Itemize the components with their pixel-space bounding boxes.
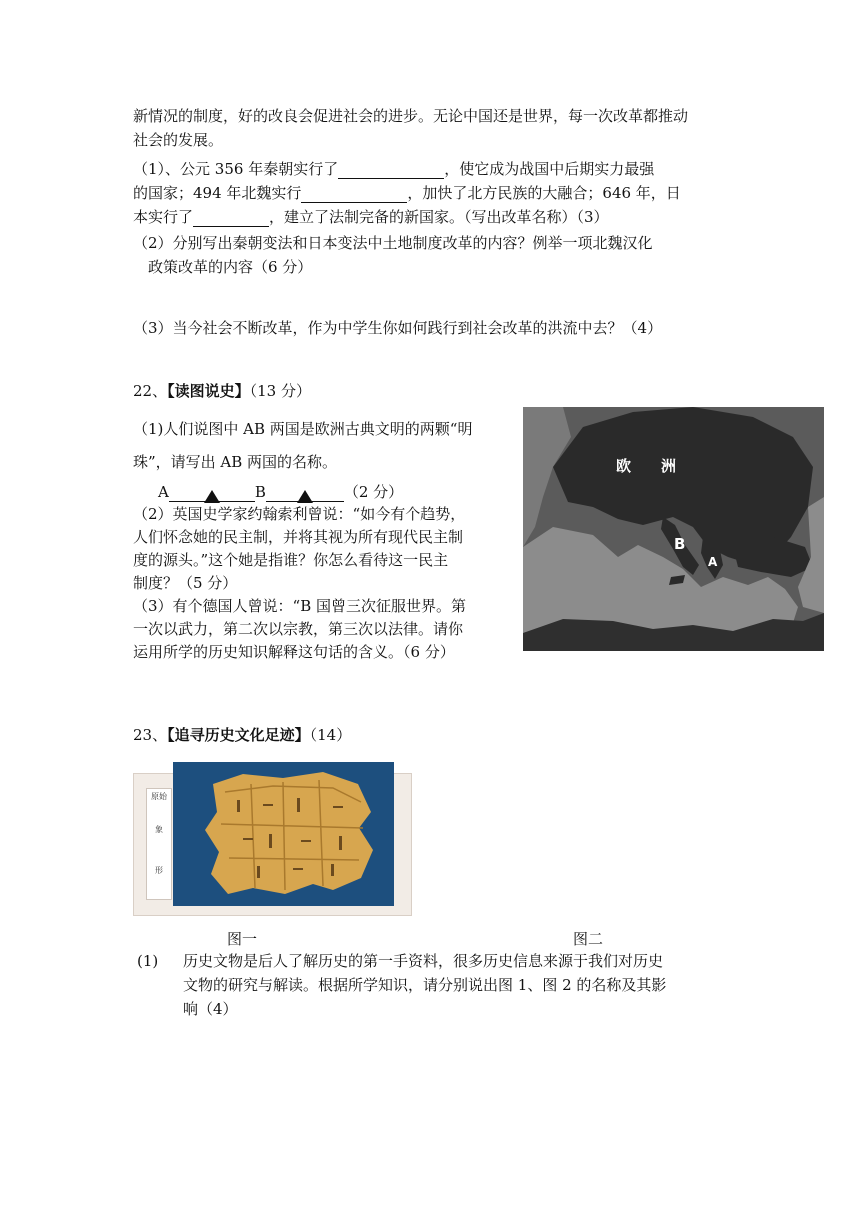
- oracle-bone-shell: [173, 762, 394, 906]
- frame-label-bottom: 形: [155, 866, 163, 875]
- q22-p3-line-3: 运用所学的历史知识解释这句话的含义。（6 分）: [133, 643, 455, 661]
- q21-p1-text-e: 本实行了: [133, 208, 194, 226]
- europe-map-image: [523, 407, 824, 651]
- answer-blank-3[interactable]: [193, 210, 269, 227]
- map-land-shapes: [523, 407, 824, 651]
- q21-p1-line-2: [133, 183, 681, 203]
- q23-heading: [133, 725, 351, 745]
- map-label-europe: 欧 洲: [616, 457, 677, 475]
- q21-p1-text-d: ，加快了北方民族的大融合；646 年，日: [407, 184, 681, 202]
- answer-label-b: B: [254, 483, 266, 501]
- q22-heading: [133, 381, 311, 401]
- q22-p1-score: （2 分）: [343, 483, 404, 501]
- q21-p1-text-a: （1）、公元 356 年秦朝实行了: [133, 160, 339, 178]
- answer-blank-1[interactable]: [338, 162, 444, 179]
- q21-p2-line-2: 政策改革的内容（6 分）: [148, 258, 313, 276]
- q22-p2-line-2: 人们怀念她的民主制，并将其视为所有现代民主制: [133, 528, 464, 546]
- q22-title: 【读图说史】: [167, 382, 250, 400]
- answer-blank-2[interactable]: [301, 186, 407, 203]
- q23-p1-line-3: 响（4）: [183, 1000, 238, 1018]
- q22-p1-line-1: （1)人们说图中 AB 两国是欧洲古典文明的两颗“明: [133, 420, 473, 438]
- q22-p1-answer-line: [158, 482, 403, 502]
- figure-two-caption: 图二: [573, 930, 604, 948]
- q22-p2-line-4: 制度？（5 分）: [133, 574, 238, 592]
- map-label-a: A: [708, 555, 718, 569]
- q22-p3-line-1: （3）有个德国人曾说：“B 国曾三次征服世界。第: [133, 597, 467, 615]
- q22-p1-line-2: 珠”，请写出 AB 两国的名称。: [133, 453, 338, 471]
- q22-p3-line-2: 一次以武力，第二次以宗教，第三次以法律。请你: [133, 620, 464, 638]
- q23-title: 【追寻历史文化足迹】: [167, 726, 310, 744]
- q21-p1-line-1: [133, 159, 654, 179]
- figure-one-caption: 图一: [227, 930, 258, 948]
- answer-blank-b[interactable]: [266, 485, 344, 502]
- map-label-b: B: [674, 535, 686, 553]
- q21-p3-line: （3）当今社会不断改革，作为中学生你如何践行到社会改革的洪流中去？（4）: [133, 319, 663, 337]
- frame-label-top: 原始: [151, 792, 167, 801]
- q23-number: 23、: [133, 726, 168, 744]
- q22-p2-line-1: （2）英国史学家约翰索利曾说：“如今有个趋势，: [133, 505, 466, 523]
- oracle-bone-image: [173, 762, 394, 906]
- triangle-marker-icon: [297, 490, 313, 503]
- q22-p2-line-3: 度的源头。”这个她是指谁？你怎么看待这一民主: [133, 551, 449, 569]
- q22-number: 22、: [133, 382, 168, 400]
- q23-p1-number: (1): [137, 952, 159, 970]
- q23-p1-line-2: 文物的研究与解读。根据所学知识，请分别说出图 1、图 2 的名称及其影: [183, 976, 667, 994]
- q21-p2-line-1: （2）分别写出秦朝变法和日本变法中土地制度改革的内容？例举一项北魏汉化: [133, 234, 653, 252]
- q21-p1-text-b: ，使它成为战国中后期实力最强: [444, 160, 655, 178]
- answer-label-a: A: [158, 483, 169, 501]
- figure-one-side-panel: [146, 788, 172, 900]
- intro-line-2: 社会的发展。: [133, 131, 224, 149]
- q21-p1-line-3: [133, 207, 609, 227]
- q21-p1-text-c: 的国家；494 年北魏实行: [133, 184, 302, 202]
- q23-p1-line-1: 历史文物是后人了解历史的第一手资料，很多历史信息来源于我们对历史: [183, 952, 664, 970]
- q23-score: （14）: [309, 726, 352, 744]
- q22-score: （13 分）: [249, 382, 311, 400]
- frame-label-mid: 象: [155, 825, 163, 834]
- triangle-marker-icon: [204, 490, 220, 503]
- answer-blank-a[interactable]: [169, 485, 255, 502]
- q21-p1-text-f: ，建立了法制完备的新国家。（写出改革名称）（3）: [269, 208, 609, 226]
- intro-line-1: 新情况的制度，好的改良会促进社会的进步。无论中国还是世界，每一次改革都推动: [133, 107, 689, 125]
